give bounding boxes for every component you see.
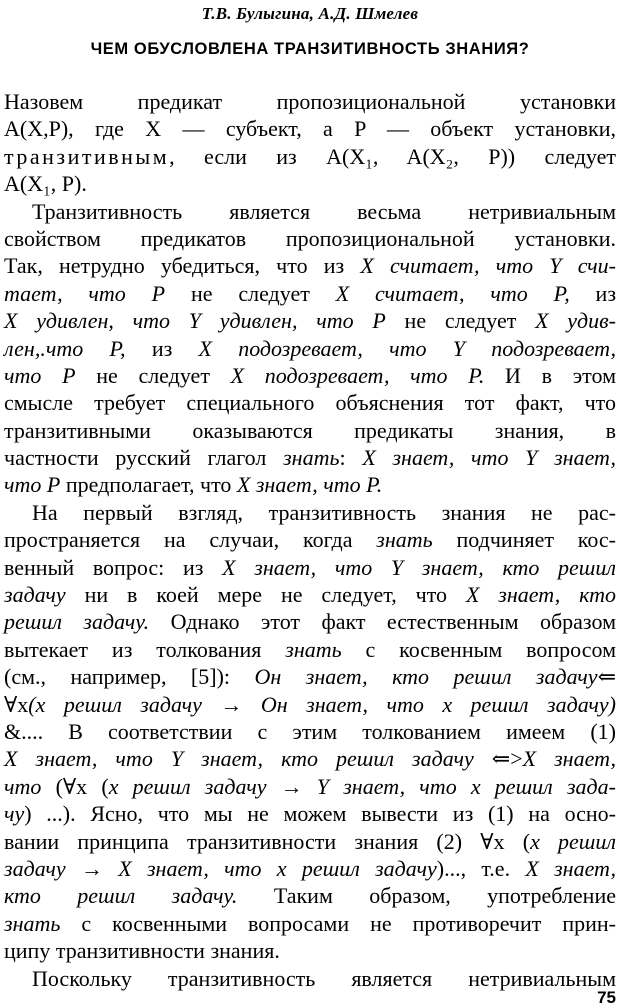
italic-segment: знать [376, 527, 433, 553]
italic-segment: x решил [530, 828, 617, 854]
text-segment: Транзитивность является весьма нетривиальным [32, 198, 616, 224]
text-segment: из [125, 335, 199, 361]
text-line [4, 663, 616, 690]
italic-segment: кто решил задачу. [4, 883, 238, 909]
text-line [4, 910, 616, 937]
text-segment: Назовем предикат пропозициональной установки [4, 89, 616, 114]
text-line [4, 828, 616, 855]
text-line [4, 526, 616, 553]
text-segment: ∀x [4, 691, 29, 717]
page-number: 75 [597, 988, 616, 1007]
text-line [4, 335, 616, 362]
text-line [4, 444, 616, 471]
text-segment: из [569, 280, 617, 306]
text-segment: , если из A(X₁, A(X₂, P)) следует [169, 143, 616, 169]
text-line [4, 882, 616, 909]
text-line [4, 143, 616, 170]
italic-segment: что P [4, 472, 61, 498]
text-line [4, 745, 616, 772]
italic-segment: X знает, что Y знает, кто решил задачу [4, 746, 474, 772]
text-line [4, 581, 616, 608]
text-line [4, 855, 616, 882]
italic-segment: что P [4, 362, 76, 388]
text-line [4, 636, 616, 663]
text-line [4, 471, 616, 498]
text-segment: )..., т.е. [436, 855, 526, 881]
text-segment: &.... В соответствии с этим толкованием имеем (1) [4, 718, 616, 744]
italic-segment: X знает, что Y знает, кто решил [222, 554, 616, 580]
text-line [4, 280, 616, 307]
text-line [4, 554, 616, 581]
text-line [4, 115, 616, 142]
italic-segment: решил задачу. [4, 609, 150, 635]
text-line [4, 718, 616, 745]
italic-segment: задачу → X знает, что x решил задачу [4, 855, 437, 881]
text-line [4, 362, 616, 389]
text-segment: вании принципа транзитивности знания (2) ∀x ( [4, 828, 531, 854]
article-title: ЧЕМ ОБУСЛОВЛЕНА ТРАНЗИТИВНОСТЬ ЗНАНИЯ? [90, 40, 530, 58]
text-segment: ⇐> [473, 746, 523, 772]
italic-segment: знать [285, 636, 342, 662]
italic-segment: X считает, что P, [335, 280, 570, 306]
italic-segment: чу [4, 801, 25, 827]
text-segment: транзитивными оказываются предикаты знания, в [4, 417, 616, 443]
text-line [4, 608, 616, 635]
text-segment: A(X₁, P). [4, 171, 87, 197]
text-segment: транзитивным [4, 143, 170, 169]
text-segment: ⇐ [597, 664, 616, 690]
italic-segment: знать [4, 910, 61, 936]
text-segment: предполагает, что [60, 472, 237, 498]
italic-segment: X считает, что Y счи- [360, 253, 616, 279]
text-line [4, 499, 616, 526]
italic-segment: X знает, кто [465, 582, 616, 608]
text-line [4, 773, 616, 800]
text-segment: частности русский глагол [4, 445, 284, 471]
text-segment: свойством предикатов пропозициональной установки. [4, 225, 616, 251]
text-segment: (∀x ( [41, 773, 109, 799]
text-segment: венный вопрос: из [4, 554, 223, 580]
italic-segment: X удивлен, что Y удивлен, что P [4, 308, 386, 334]
text-segment: A(X,P), где X — субъект, а P — объект установки, [4, 116, 616, 142]
italic-segment: X знает, что P. [236, 472, 383, 498]
text-segment: ) ...). Ясно, что мы не можем вывести из (1) на осно- [24, 801, 616, 827]
text-line [4, 691, 616, 718]
text-segment: Поскольку транзитивность является нетривиальным [32, 965, 616, 991]
italic-segment: X знает, что Y знает, [362, 445, 616, 471]
text-segment: вытекает из толкования [4, 636, 286, 662]
text-line [4, 800, 616, 827]
italic-segment: знать [283, 445, 340, 471]
italic-segment: X удив- [535, 308, 616, 334]
text-line [4, 198, 616, 225]
text-segment: с косвенными вопросами не противоречит прин- [60, 910, 616, 936]
text-segment: ни в коей мере не следует, что [65, 582, 466, 608]
italic-segment: задачу [4, 582, 66, 608]
italic-segment: тает, что P [4, 280, 166, 306]
text-line [4, 307, 616, 334]
text-segment: не следует [165, 280, 336, 306]
text-segment: смысле требует специального объяснения тот факт, что [4, 390, 616, 416]
text-segment: подчиняет кос- [432, 527, 617, 553]
text-segment: (см., например, [5]): [4, 664, 255, 690]
italic-segment: X знает, [522, 746, 616, 772]
italic-segment: x решил задачу → Y знает, что x решил зада- [108, 773, 616, 799]
italic-segment: X знает, [525, 855, 616, 881]
text-line [4, 252, 616, 279]
text-segment: Так, нетрудно убедиться, что из [4, 253, 361, 279]
text-line [4, 225, 616, 252]
italic-segment: что [4, 773, 42, 799]
text-line [4, 389, 616, 416]
article-body [4, 88, 616, 992]
italic-segment: (x решил задачу → Он знает, что x решил задачу) [28, 691, 616, 717]
italic-segment: X подозревает, что Y подозревает, [198, 335, 616, 361]
running-head: Т.В. Булыгина, А.Д. Шмелев [201, 4, 419, 23]
text-segment: : [339, 445, 363, 471]
text-segment: Однако этот факт естественным образом [149, 609, 616, 635]
italic-segment: Он знает, кто решил задачу [254, 664, 598, 690]
text-line [4, 937, 616, 964]
text-segment: пространяется на случаи, когда [4, 527, 377, 553]
text-segment: не следует [75, 362, 231, 388]
text-segment: ципу транзитивности знания. [4, 938, 280, 964]
text-line [4, 417, 616, 444]
text-segment: не следует [385, 308, 536, 334]
text-segment: На первый взгляд, транзитивность знания не рас- [32, 499, 616, 525]
text-segment: Таким образом, употребление [237, 883, 616, 909]
text-segment: И в этом [484, 362, 616, 388]
text-line [4, 88, 616, 115]
text-segment: с косвенным вопросом [341, 636, 616, 662]
italic-segment: X подозревает, что P. [230, 362, 485, 388]
text-line [4, 170, 616, 197]
italic-segment: лен,.что P, [4, 335, 126, 361]
text-line [4, 965, 616, 992]
